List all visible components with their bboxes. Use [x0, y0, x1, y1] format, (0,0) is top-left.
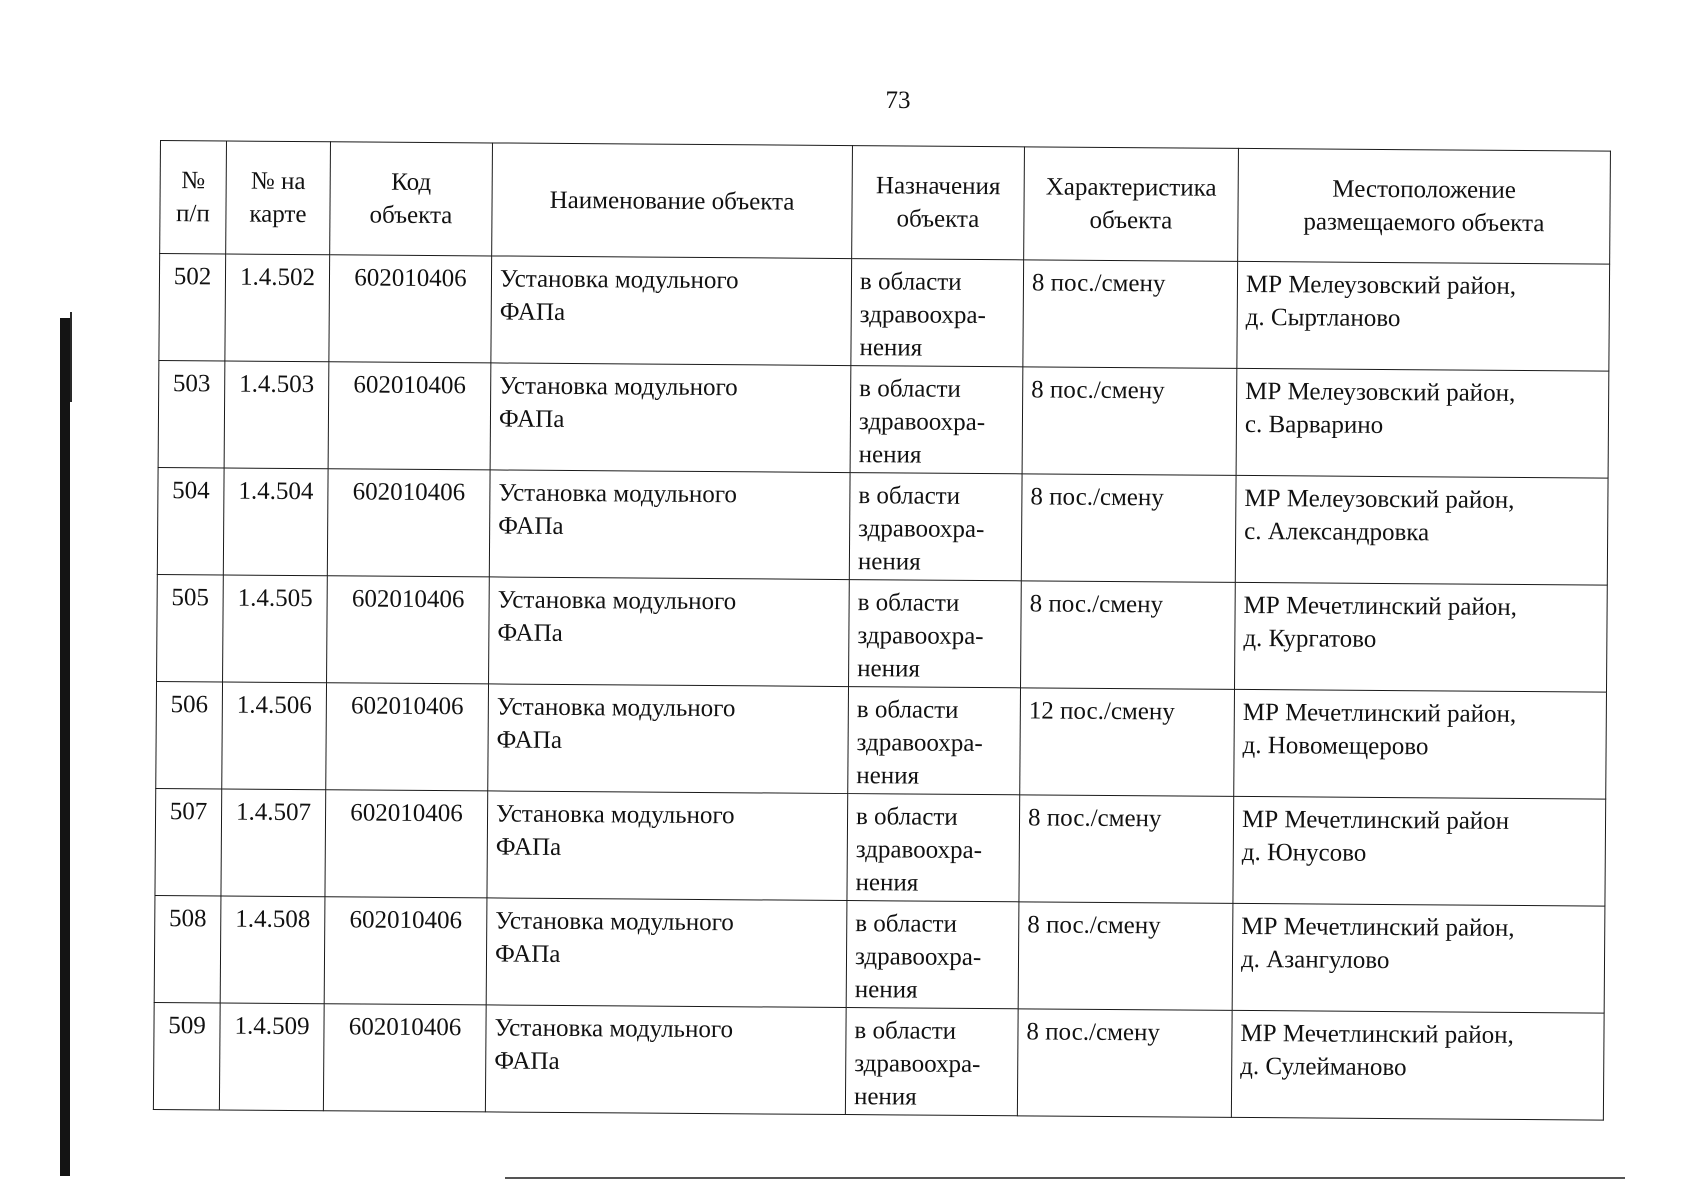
cell-characteristic: 12 пос./смену [1020, 688, 1235, 797]
cell-map-number: 1.4.506 [222, 682, 327, 790]
table-row [158, 360, 1609, 478]
cell-object-code: 602010406 [325, 790, 488, 898]
cell-location: МР Мелеузовский район, с. Варварино [1236, 368, 1609, 478]
cell-characteristic: 8 пос./смену [1019, 795, 1234, 904]
cell-characteristic: 8 пос./смену [1018, 902, 1233, 1011]
cell-num: 508 [154, 895, 221, 1002]
header-location: Местоположение размещаемого объекта [1238, 148, 1611, 264]
cell-purpose: в области здравоохра- нения [849, 580, 1022, 688]
cell-purpose: в области здравоохра- нения [846, 901, 1019, 1009]
cell-characteristic: 8 пос./смену [1021, 474, 1236, 583]
table-row [155, 788, 1606, 906]
cell-object-code: 602010406 [329, 255, 492, 363]
table-row [157, 574, 1608, 692]
cell-object-code: 602010406 [326, 683, 489, 791]
cell-object-name: Установка модульного ФАПа [490, 363, 851, 473]
cell-characteristic: 8 пос./смену [1023, 260, 1238, 369]
cell-object-name: Установка модульного ФАПа [486, 898, 847, 1008]
cell-location: МР Мечетлинский район д. Юнусово [1233, 796, 1606, 906]
cell-location: МР Мечетлинский район, д. Кургатово [1235, 582, 1608, 692]
cell-num: 503 [158, 360, 225, 467]
cell-object-code: 602010406 [323, 1004, 486, 1112]
cell-num: 509 [153, 1002, 220, 1109]
table-row [157, 467, 1608, 585]
scan-edge-mark [70, 312, 72, 402]
table-header-row [160, 141, 1611, 265]
cell-num: 505 [157, 574, 224, 681]
cell-map-number: 1.4.509 [219, 1003, 324, 1111]
cell-location: МР Мечетлинский район, д. Сулейманово [1231, 1010, 1604, 1120]
cell-num: 504 [157, 467, 224, 574]
cell-location: МР Мечетлинский район, д. Азангулово [1232, 903, 1605, 1013]
header-map-number: № на карте [226, 141, 331, 255]
table-row [154, 895, 1605, 1013]
page-number: 73 [885, 87, 911, 114]
cell-map-number: 1.4.507 [221, 789, 326, 897]
cell-num: 507 [155, 788, 222, 895]
cell-object-name: Установка модульного ФАПа [489, 470, 850, 580]
cell-map-number: 1.4.503 [224, 361, 329, 469]
cell-purpose: в области здравоохра- нения [847, 794, 1020, 902]
cell-characteristic: 8 пос./смену [1017, 1009, 1232, 1118]
cell-purpose: в области здравоохра- нения [849, 473, 1022, 581]
cell-object-name: Установка модульного ФАПа [491, 256, 852, 366]
cell-map-number: 1.4.505 [223, 575, 328, 683]
cell-location: МР Мелеузовский район, д. Сыртланово [1237, 261, 1610, 371]
cell-object-code: 602010406 [327, 576, 490, 684]
cell-purpose: в области здравоохра- нения [848, 687, 1021, 795]
header-object-name: Наименование объекта [492, 143, 853, 259]
cell-characteristic: 8 пос./смену [1022, 367, 1237, 476]
cell-num: 506 [156, 681, 223, 788]
cell-object-name: Установка модульного ФАПа [488, 684, 849, 794]
cell-location: МР Мечетлинский район, д. Новомещерово [1234, 689, 1607, 799]
cell-location: МР Мелеузовский район, с. Александровка [1235, 475, 1608, 585]
cell-object-name: Установка модульного ФАПа [489, 577, 850, 687]
cell-map-number: 1.4.502 [225, 254, 330, 362]
cell-object-name: Установка модульного ФАПа [487, 791, 848, 901]
header-num: № п/п [160, 141, 227, 254]
cell-num: 502 [159, 254, 226, 361]
cell-purpose: в области здравоохра- нения [851, 259, 1024, 367]
scan-edge-shadow [60, 318, 70, 1176]
header-characteristic: Характеристика объекта [1024, 147, 1239, 262]
cell-purpose: в области здравоохра- нения [845, 1008, 1018, 1116]
cell-purpose: в области здравоохра- нения [850, 366, 1023, 474]
cell-object-code: 602010406 [328, 362, 491, 470]
cell-object-name: Установка модульного ФАПа [485, 1005, 846, 1115]
table-row [156, 681, 1607, 799]
cell-map-number: 1.4.504 [223, 468, 328, 576]
cell-object-code: 602010406 [327, 469, 490, 577]
table-row [153, 1002, 1604, 1120]
table-row [159, 254, 1610, 372]
objects-table [153, 140, 1611, 1121]
cell-characteristic: 8 пос./смену [1021, 581, 1236, 690]
header-object-code: Код объекта [330, 142, 493, 256]
bottom-rule [505, 1177, 1625, 1179]
cell-map-number: 1.4.508 [220, 896, 325, 1004]
cell-object-code: 602010406 [324, 897, 487, 1005]
header-purpose: Назначения объекта [852, 146, 1025, 260]
